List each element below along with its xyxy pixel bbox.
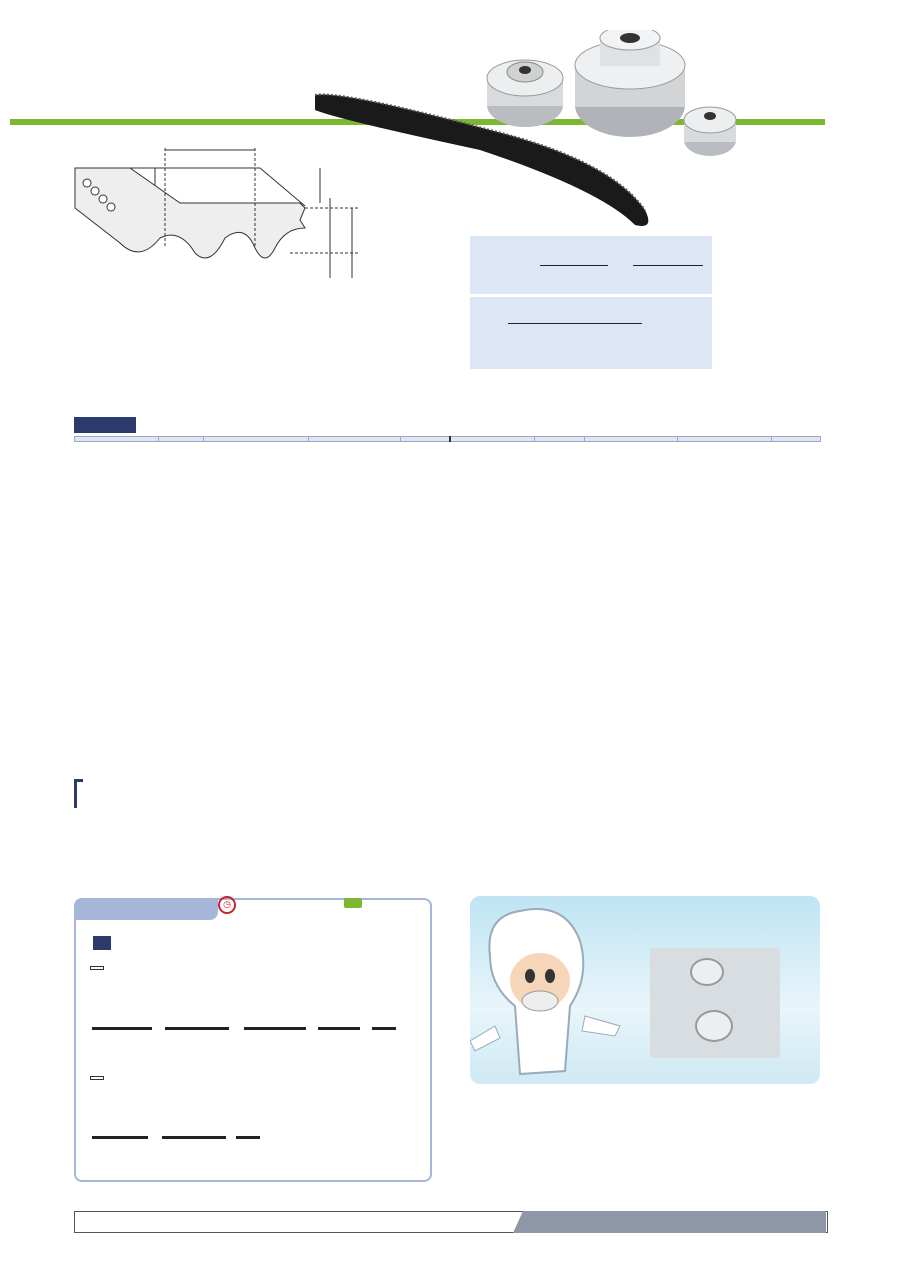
belt-spec-table xyxy=(74,436,821,442)
pulley-tiny xyxy=(684,107,736,156)
belt-underline xyxy=(162,1136,226,1139)
col-teeth-2 xyxy=(678,437,772,442)
pulley-underline xyxy=(318,1027,360,1030)
mascot-illustration xyxy=(470,896,640,1084)
pulley-underline xyxy=(92,1027,152,1030)
order-title xyxy=(74,898,218,920)
formula-box-2 xyxy=(470,297,712,369)
col-pitch xyxy=(204,437,309,442)
pulley-large xyxy=(575,30,685,137)
belt-underline xyxy=(92,1136,148,1139)
col-mass xyxy=(401,437,451,442)
col-pitch-2 xyxy=(584,437,678,442)
packaged-pulley-photo xyxy=(650,948,780,1058)
formula-box-1 xyxy=(470,236,712,294)
col-catalog-2 xyxy=(450,437,534,442)
promo-panel xyxy=(470,896,820,1084)
order-box xyxy=(74,898,432,1182)
table-tag xyxy=(74,417,136,433)
footer-link[interactable] xyxy=(513,1211,826,1233)
col-teeth xyxy=(309,437,401,442)
pulley-underline xyxy=(372,1027,396,1030)
col-price-2 xyxy=(535,437,584,442)
selection-bracket xyxy=(74,779,83,808)
pulley-underline xyxy=(244,1027,306,1030)
belt-label xyxy=(90,1076,104,1080)
truck-icon xyxy=(344,898,362,908)
monitor-icon xyxy=(92,935,112,951)
col-catalog xyxy=(75,437,159,442)
pulley-label xyxy=(90,966,104,970)
table-header-row xyxy=(75,437,821,442)
belt-profile-diagram xyxy=(60,128,380,303)
pulley-small xyxy=(487,60,563,127)
belt-underline xyxy=(236,1136,260,1139)
col-mass-2 xyxy=(771,437,820,442)
col-price xyxy=(158,437,203,442)
pulley-underline xyxy=(165,1027,229,1030)
clock-icon: ◷ xyxy=(218,896,236,914)
